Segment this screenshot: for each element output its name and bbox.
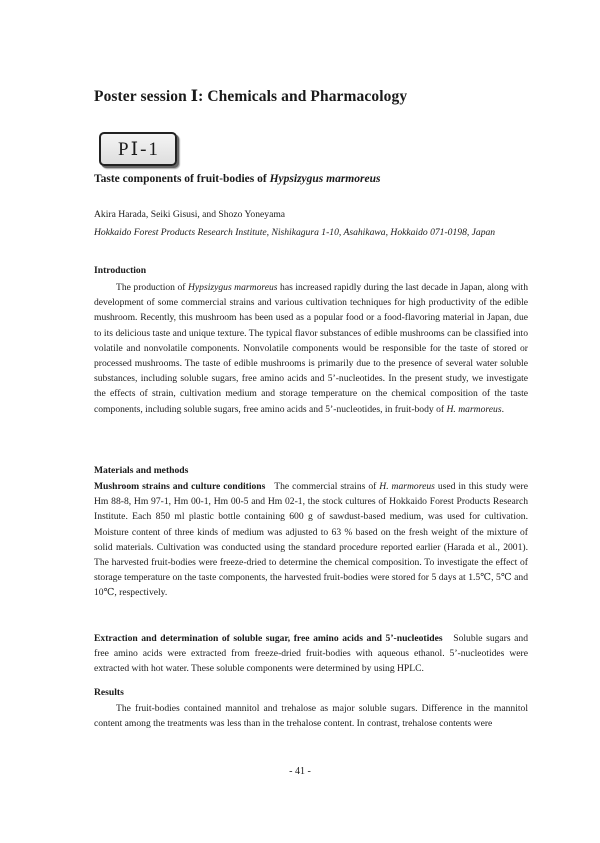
extraction-text: Soluble sugars and free amino acids were extracted from freeze-dried fruit-bodies with aqueous ethanol. 5’-nucleotides were extracted with hot water. These soluble components were determined by using HPLC. <box>94 633 529 675</box>
intro-species-abbrev: H. marmoreus <box>446 403 502 415</box>
intro-species: Hypsizygus marmoreus <box>187 282 278 293</box>
affiliation: Hokkaido Forest Products Research Institute, Nishikagura 1-10, Asahikawa, Hokkaido 071-0198, Japan <box>94 227 496 238</box>
intro-text-start: The production of <box>116 282 188 293</box>
methods-extraction-paragraph <box>94 631 528 677</box>
poster-code: PⅠ-1 <box>118 138 160 160</box>
results-paragraph: The fruit-bodies contained mannitol and trehalose as major soluble sugars. Difference in the mannitol content among the treatments was less than in the trehalose content. In contrast, trehalose contents were <box>94 703 528 730</box>
authors: Akira Harada, Seiki Gisusi, and Shozo Yoneyama <box>94 209 286 220</box>
paper-title-species: Hypsizygus marmoreus <box>269 173 381 185</box>
paper-title <box>94 173 380 185</box>
extraction-subheading: Extraction and determination of soluble sugar, free amino acids and 5’-nucleotides <box>94 633 443 644</box>
strains-species: H. marmoreus <box>379 481 435 492</box>
strains-text-body: used in this study were Hm 88-8, Hm 97-1, Hm 00-1, Hm 00-5 and Hm 02-1, the stock cultures of Hokkaido Forest Products Research Institute. Each 850 ml plastic bottle containing 600 g of sawdust-based medium, was used for cultivation. Moisture content of three kinds of medium was adjusted to 63 % based on the fresh weight of the mixture of solid materials. Cultivation was conducted using the standard procedure reported earlier (Harada et al., 2001). The harvested fruit-bodies were freeze-dried to determine the chemical composition. To investigate the effect of storage temperature on the taste components, the harvested fruit-bodies were stored for 5 days at 1.5℃, 5℃ and 10℃, respectively. <box>94 481 528 599</box>
introduction-paragraph <box>94 280 528 417</box>
methods-heading: Materials and methods <box>94 465 189 476</box>
strains-text-start: The commercial strains of <box>274 481 380 492</box>
page-number: - 41 - <box>289 766 311 777</box>
strains-subheading: Mushroom strains and culture conditions <box>94 481 266 492</box>
session-title: Poster session Ⅰ: Chemicals and Pharmacology <box>94 88 408 105</box>
methods-strains-paragraph <box>94 479 528 601</box>
intro-text-body: has increased rapidly during the last decade in Japan, along with development of some commercial strains and various cultivation techniques for high productivity of the edible mushroom. Recently, this mushroom has been used as a popular food or a food-flavoring material in Japan, due to its delicious taste and unique texture. The typical flavor substances of edible mushrooms can be classified into volatile and nonvolatile components. Nonvolatile components would be responsible for the taste of stored or processed mushrooms. The taste of edible mushrooms is primarily due to the presence of several water soluble substances, including soluble sugars, free amino acids and 5’-nucleotides. In the present study, we investigate the effects of strain, cultivation medium and storage temperature on the chemical composition of the taste components, including soluble sugars, free amino acids and 5’-nucleotides, in fruit-body of <box>94 282 529 415</box>
results-heading: Results <box>94 687 124 698</box>
paper-title-text: Taste components of fruit-bodies of <box>94 173 270 185</box>
intro-text-end: . <box>501 403 504 415</box>
introduction-heading: Introduction <box>94 265 147 276</box>
poster-code-badge <box>99 132 177 166</box>
